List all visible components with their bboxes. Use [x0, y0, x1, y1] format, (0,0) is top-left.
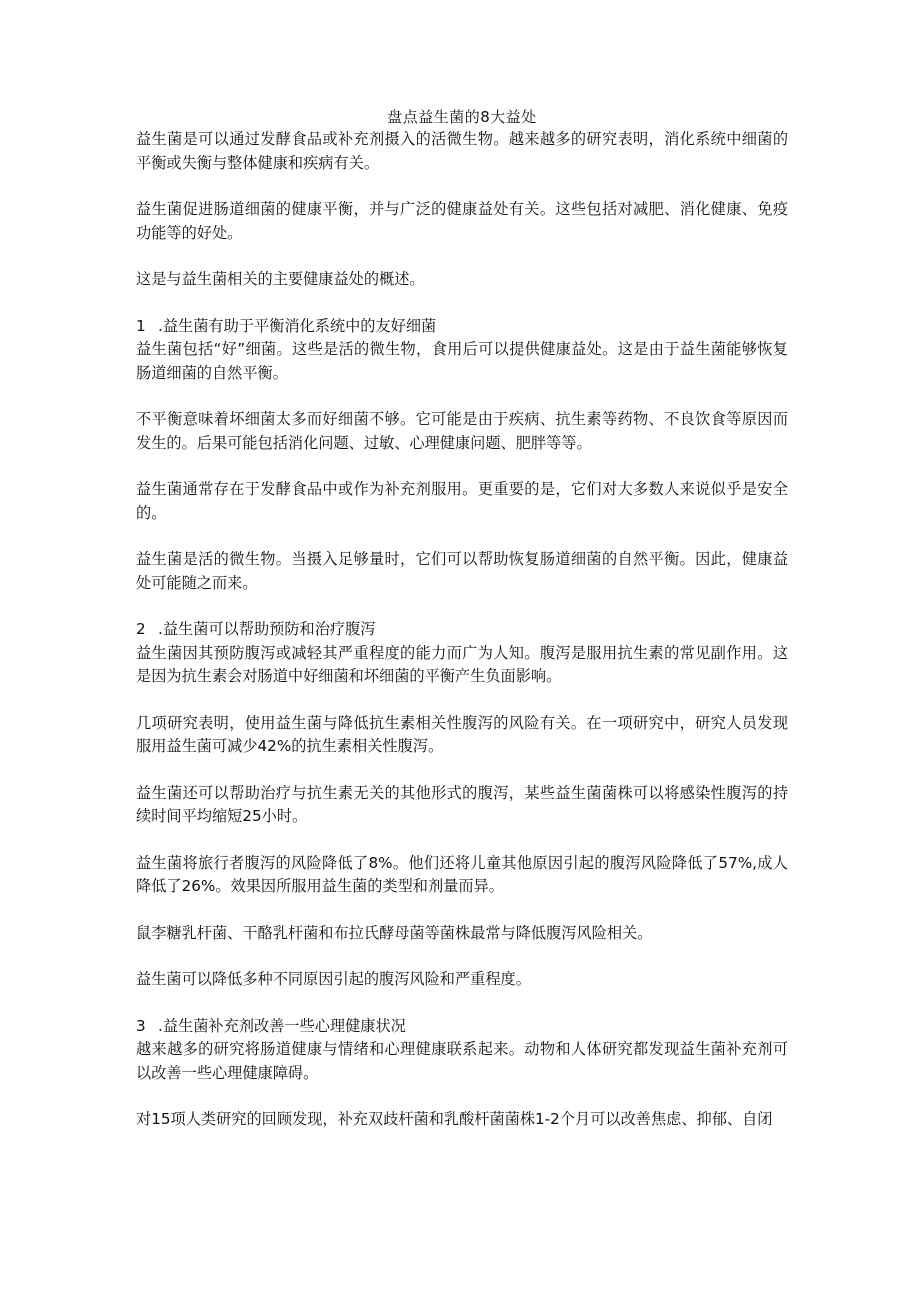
intro-paragraph: 益生菌是可以通过发酵食品或补充剂摄入的活微生物。越来越多的研究表明，消化系统中细菌的平衡或失衡与整体健康和疾病有关。 [136, 130, 788, 172]
section-number: 2 [136, 620, 146, 638]
section-paragraph: 益生菌通常存在于发酵食品中或作为补充剂服用。更重要的是，它们对大多数人来说似乎是安全的。 [136, 480, 788, 522]
paragraph-gap [136, 899, 788, 922]
section-paragraph: 益生菌包括“好”细菌。这些是活的微生物，食用后可以提供健康益处。这是由于益生菌能够恢复肠道细菌的自然平衡。 [136, 340, 788, 382]
paragraph-gap [136, 175, 788, 198]
section-paragraph: 鼠李糖乳杆菌、干酪乳杆菌和布拉氏酵母菌等菌株最常与降低腹泻风险相关。 [136, 923, 653, 942]
paragraph-gap [136, 595, 788, 618]
paragraph-gap [136, 245, 788, 268]
paragraph-gap [136, 689, 788, 712]
paragraph-gap [136, 455, 788, 478]
paragraph-gap [136, 759, 788, 782]
document-page [136, 106, 788, 1132]
section-heading-text: .益生菌有助于平衡消化系统中的友好细菌 [158, 316, 437, 335]
section-paragraph: 益生菌因其预防腹泻或减轻其严重程度的能力而广为人知。腹泻是服用抗生素的常见副作用。这是因为抗生素会对肠道中好细菌和坏细菌的平衡产生负面影响。 [136, 643, 788, 685]
paragraph-gap [136, 1085, 788, 1108]
section-paragraph: 益生菌可以降低多种不同原因引起的腹泻风险和严重程度。 [136, 970, 531, 988]
section-heading-text: .益生菌可以帮助预防和治疗腹泻 [158, 620, 376, 638]
section-paragraph: 几项研究表明，使用益生菌与降低抗生素相关性腹泻的风险有关。在一项研究中，研究人员发现服用益生菌可减少42%的抗生素相关性腹泻。 [136, 713, 788, 755]
paragraph-gap [136, 525, 788, 548]
intro-paragraph: 益生菌促进肠道细菌的健康平衡，并与广泛的健康益处有关。这些包括对减肥、消化健康、免疫功能等的好处。 [136, 200, 788, 242]
section-heading [136, 315, 788, 339]
section-paragraph: 益生菌是活的微生物。当摄入足够量时，它们可以帮助恢复肠道细菌的自然平衡。因此，健康益处可能随之而来。 [136, 550, 788, 592]
section-heading-text: .益生菌补充剂改善一些心理健康状况 [158, 1016, 406, 1035]
paragraph-gap [136, 945, 788, 968]
section-paragraph: 益生菌还可以帮助治疗与抗生素无关的其他形式的腹泻，某些益生菌菌株可以将感染性腹泻的持续时间平均缩短25小时。 [136, 783, 788, 825]
section-number: 1 [136, 316, 146, 335]
section-paragraph: 越来越多的研究将肠道健康与情绪和心理健康联系起来。动物和人体研究都发现益生菌补充剂可以改善一些心理健康障碍。 [136, 1040, 788, 1082]
paragraph-gap [136, 992, 788, 1015]
section-number: 3 [136, 1016, 146, 1035]
paragraph-gap [136, 385, 788, 408]
section-paragraph: 不平衡意味着坏细菌太多而好细菌不够。它可能是由于疾病、抗生素等药物、不良饮食等原因而发生的。后果可能包括消化问题、过敏、心理健康问题、肥胖等等。 [136, 410, 788, 452]
paragraph-gap [136, 292, 788, 315]
section-heading [136, 618, 788, 642]
intro-paragraph: 这是与益生菌相关的主要健康益处的概述。 [136, 270, 425, 288]
document-title: 盘点益生菌的8大益处 [387, 108, 537, 126]
section-heading [136, 1015, 788, 1039]
section-paragraph: 对15项人类研究的回顾发现，补充双歧杆菌和乳酸杆菌菌株1-2个月可以改善焦虑、抑郁、自闭 [136, 1110, 773, 1128]
paragraph-gap [136, 829, 788, 852]
section-paragraph: 益生菌将旅行者腹泻的风险降低了8%。他们还将儿童其他原因引起的腹泻风险降低了57%,成人降低了26%。效果因所服用益生菌的类型和剂量而异。 [136, 853, 788, 895]
